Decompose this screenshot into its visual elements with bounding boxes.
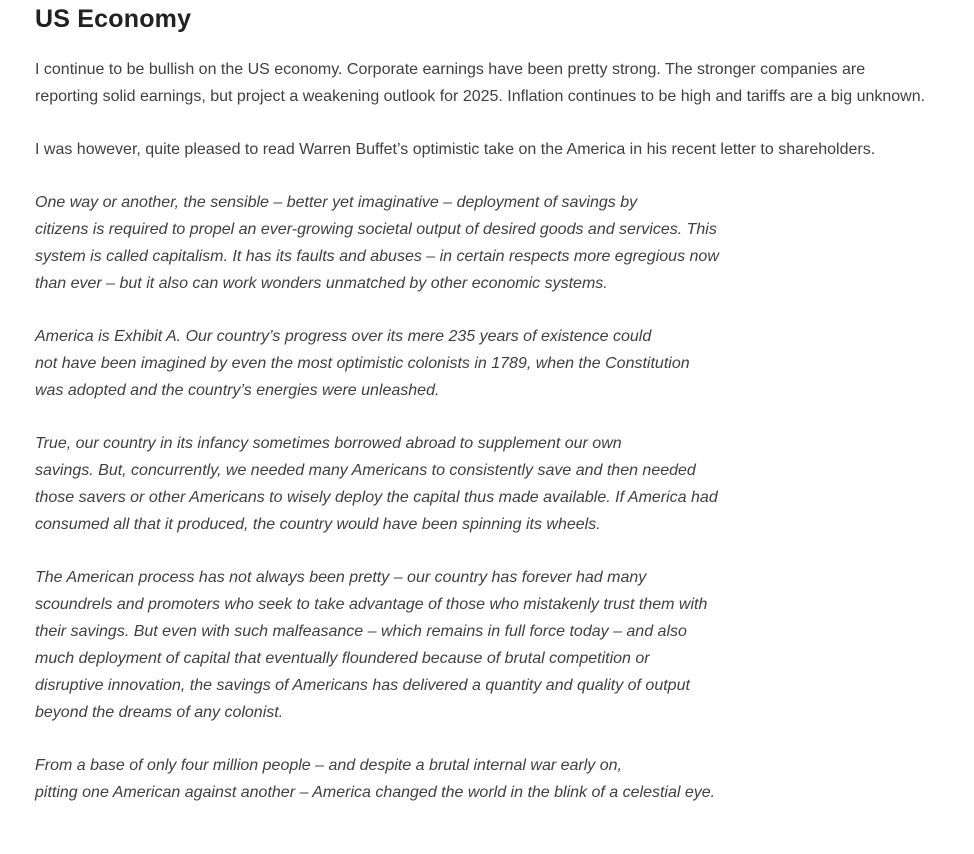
quote-line: much deployment of capital that eventually floundered because of brutal competition or [35,650,650,667]
quote-line: disruptive innovation, the savings of Americans has delivered a quantity and quality of output [35,677,690,694]
quote-line: citizens is required to propel an ever-growing societal output of desired goods and services. This [35,221,717,238]
quote-line: their savings. But even with such malfeasance – which remains in full force today – and also [35,623,687,640]
quote-line: was adopted and the country’s energies were unleashed. [35,382,440,399]
quote-line: those savers or other Americans to wisely deploy the capital thus made available. If America had [35,489,718,506]
quote-line: not have been imagined by even the most optimistic colonists in 1789, when the Constitution [35,355,690,372]
page-title: US Economy [35,5,192,33]
quote-line: system is called capitalism. It has its faults and abuses – in certain respects more egregious now [35,248,719,265]
quote-line: The American process has not always been pretty – our country has forever had many [35,569,647,586]
quote-line: pitting one American against another – America changed the world in the blink of a celestial eye. [35,784,716,801]
quote-paragraph-1 [35,189,932,297]
quote-line: consumed all that it produced, the country would have been spinning its wheels. [35,516,601,533]
intro-paragraph-2: I was however, quite pleased to read Warren Buffet’s optimistic take on the America in his recent letter to shareholders. [35,141,876,158]
quote-paragraph-4 [35,564,932,726]
intro-paragraph-1: I continue to be bullish on the US economy. Corporate earnings have been pretty strong. The stronger companies are reporting solid earnings, but project a weakening outlook for 2025. Inflation continues to be high and tariffs are a big unknown. [35,61,926,105]
quote-line: America is Exhibit A. Our country’s progress over its mere 235 years of existence could [35,328,652,345]
quote-line: savings. But, concurrently, we needed many Americans to consistently save and then needed [35,462,696,479]
quote-line: One way or another, the sensible – better yet imaginative – deployment of savings by [35,194,638,211]
quote-line: From a base of only four million people – and despite a brutal internal war early on, [35,757,622,774]
quote-paragraph-3 [35,430,932,538]
quote-line: True, our country in its infancy sometimes borrowed abroad to supplement our own [35,435,622,452]
quote-line: beyond the dreams of any colonist. [35,704,284,721]
quote-paragraph-5 [35,752,932,806]
quote-paragraph-2 [35,323,932,404]
quote-line: scoundrels and promoters who seek to take advantage of those who mistakenly trust them with [35,596,708,613]
quote-line: than ever – but it also can work wonders unmatched by other economic systems. [35,275,608,292]
